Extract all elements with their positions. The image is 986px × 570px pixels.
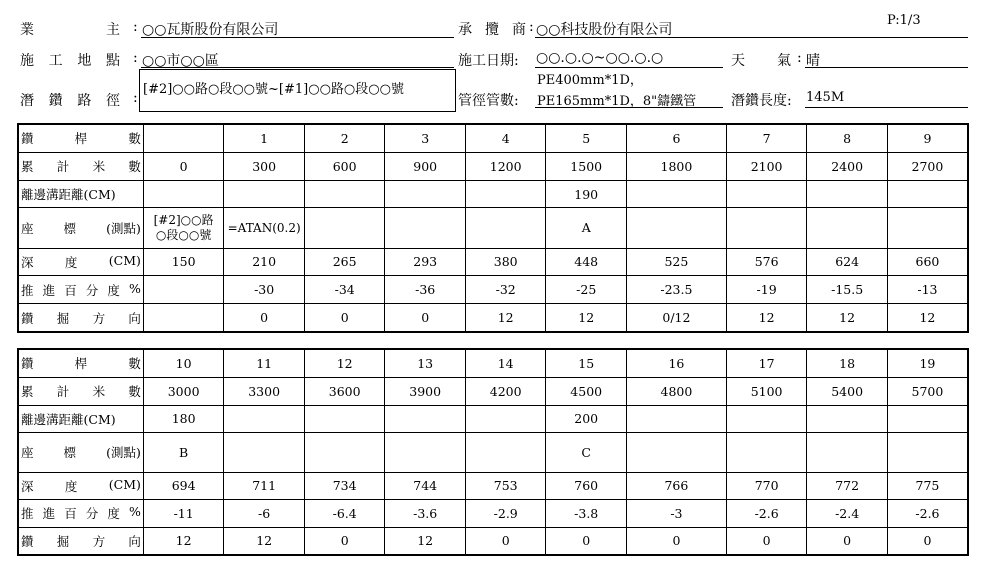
cell: 1800 — [626, 152, 726, 180]
cell: 734 — [304, 472, 385, 499]
cell: 12 — [304, 349, 385, 377]
cell: A — [546, 208, 627, 248]
cell: 4 — [465, 124, 546, 152]
cell: 3900 — [385, 377, 466, 405]
cell: 3600 — [304, 377, 385, 405]
page-number: P:1/3 — [887, 13, 921, 28]
cell — [807, 405, 888, 432]
cell: 2400 — [807, 152, 888, 180]
cell — [807, 432, 888, 472]
weather-underline — [805, 67, 968, 68]
cell: -32 — [465, 275, 546, 303]
cell: -2.6 — [887, 499, 968, 527]
cell: 5 — [546, 124, 627, 152]
cell — [726, 432, 807, 472]
depth-row — [18, 472, 968, 499]
cell: 4500 — [546, 377, 627, 405]
cell: 200 — [546, 405, 627, 432]
cell — [143, 124, 224, 152]
cell: 711 — [224, 472, 305, 499]
coord-row — [18, 208, 968, 248]
cell: -30 — [224, 275, 305, 303]
rod-label: 鑽 桿 數 — [18, 124, 143, 152]
cell — [726, 405, 807, 432]
drill-table-2 — [17, 348, 969, 556]
cell: 0 — [143, 152, 224, 180]
cell: 13 — [385, 349, 466, 377]
cell: 12 — [385, 527, 466, 555]
cell: 12 — [807, 304, 888, 332]
cell: -13 — [887, 275, 968, 303]
cell: 293 — [385, 248, 466, 275]
pipe-underline — [535, 107, 723, 108]
cell: 3000 — [143, 377, 224, 405]
cell: 448 — [546, 248, 627, 275]
cell — [304, 208, 385, 248]
cell: 4800 — [626, 377, 726, 405]
contractor-colon: : — [529, 19, 534, 35]
cell — [465, 405, 546, 432]
cell: -15.5 — [807, 275, 888, 303]
cell: -6 — [224, 499, 305, 527]
cell: 744 — [385, 472, 466, 499]
cell: 0 — [546, 527, 627, 555]
cell: -3 — [626, 499, 726, 527]
cell: 4200 — [465, 377, 546, 405]
cell — [626, 432, 726, 472]
cell: 7 — [726, 124, 807, 152]
cell: 694 — [143, 472, 224, 499]
date-value: ○○.○.○~○○.○.○ — [536, 50, 664, 66]
cell — [385, 405, 466, 432]
cum-label: 累 計 米 數 — [18, 152, 143, 180]
rod-row — [18, 124, 968, 152]
coord-label: 座 標 (測點) — [18, 432, 143, 472]
cell: 10 — [143, 349, 224, 377]
cell: -25 — [546, 275, 627, 303]
cell: 16 — [626, 349, 726, 377]
cell: 0 — [304, 304, 385, 332]
cum-label: 累 計 米 數 — [18, 377, 143, 405]
contractor-underline — [535, 37, 968, 38]
depth-row — [18, 248, 968, 275]
cell: -2.6 — [726, 499, 807, 527]
cell: 0 — [224, 304, 305, 332]
cell: 12 — [465, 304, 546, 332]
cell: 12 — [887, 304, 968, 332]
cell — [304, 432, 385, 472]
pipe-line2: PE165mm*1D，8"鑄鐵管 — [537, 94, 697, 109]
cell: 0/12 — [626, 304, 726, 332]
cell — [626, 181, 726, 208]
cell: 11 — [224, 349, 305, 377]
cell: 600 — [304, 152, 385, 180]
depth-label: 深 度 (CM) — [18, 472, 143, 499]
coord-row — [18, 432, 968, 472]
edge-row — [18, 405, 968, 432]
cell — [143, 181, 224, 208]
cell: 210 — [224, 248, 305, 275]
pipe-label: 管徑管數: — [458, 93, 519, 109]
cell — [385, 181, 466, 208]
owner-underline — [141, 37, 454, 38]
cell: 770 — [726, 472, 807, 499]
cell: 15 — [546, 349, 627, 377]
length-label: 潛鑽長度: — [731, 93, 792, 109]
cell: 772 — [807, 472, 888, 499]
cell: 265 — [304, 248, 385, 275]
site-underline — [141, 67, 454, 68]
cell — [626, 208, 726, 248]
cell — [143, 304, 224, 332]
cell — [304, 405, 385, 432]
owner-value: ○○瓦斯股份有限公司 — [142, 22, 279, 38]
cell: 0 — [807, 527, 888, 555]
cell: 775 — [887, 472, 968, 499]
cell — [465, 208, 546, 248]
cell — [143, 275, 224, 303]
route-value: [#2]○○路○段○○號~[#1]○○路○段○○號 — [143, 82, 404, 97]
push-row — [18, 499, 968, 527]
cell — [807, 208, 888, 248]
cell: 300 — [224, 152, 305, 180]
edge-row — [18, 181, 968, 208]
cell: 3 — [385, 124, 466, 152]
cell: 760 — [546, 472, 627, 499]
cell: -6.4 — [304, 499, 385, 527]
edge-label: 離邊溝距離(CM) — [18, 405, 143, 432]
cell: 6 — [626, 124, 726, 152]
dir-row — [18, 527, 968, 555]
cell: 0 — [626, 527, 726, 555]
dir-row — [18, 304, 968, 332]
dir-label: 鑽 掘 方 向 — [18, 527, 143, 555]
cell — [626, 405, 726, 432]
cell — [887, 405, 968, 432]
cell: 190 — [546, 181, 627, 208]
push-label: 推 進 百 分 度 % — [18, 275, 143, 303]
cell: 1200 — [465, 152, 546, 180]
cell: 1500 — [546, 152, 627, 180]
cell — [887, 208, 968, 248]
cell: 0 — [726, 527, 807, 555]
cell: 5400 — [807, 377, 888, 405]
cell: -2.4 — [807, 499, 888, 527]
cell: 14 — [465, 349, 546, 377]
cell — [887, 181, 968, 208]
length-underline — [805, 107, 968, 108]
weather-colon: : — [797, 50, 802, 66]
site-label: 施 工 地 點 — [20, 53, 120, 69]
cell: 5700 — [887, 377, 968, 405]
cell — [807, 181, 888, 208]
cell: -19 — [726, 275, 807, 303]
weather-label: 天 氣 — [731, 53, 791, 69]
cell: 150 — [143, 248, 224, 275]
coord-label: 座 標 (測點) — [18, 208, 143, 248]
drill-table-1 — [17, 123, 969, 333]
cell: 12 — [143, 527, 224, 555]
cell: 0 — [304, 527, 385, 555]
rod-row — [18, 349, 968, 377]
cell — [304, 181, 385, 208]
cell: 0 — [385, 304, 466, 332]
cell: 5100 — [726, 377, 807, 405]
cell: -3.8 — [546, 499, 627, 527]
cum-row — [18, 152, 968, 180]
cell: 660 — [887, 248, 968, 275]
cell — [385, 208, 466, 248]
cell: 0 — [887, 527, 968, 555]
cell: 2700 — [887, 152, 968, 180]
length-value: 145M — [806, 90, 845, 105]
push-label: 推 進 百 分 度 % — [18, 499, 143, 527]
site-colon: : — [133, 50, 138, 66]
site-value: ○○市○○區 — [142, 53, 219, 69]
edge-label: 離邊溝距離(CM) — [18, 181, 143, 208]
route-label: 潛 鑽 路 徑 — [20, 93, 120, 109]
cell: 576 — [726, 248, 807, 275]
cell: 8 — [807, 124, 888, 152]
owner-label: 業 主 — [20, 22, 120, 38]
cell: 753 — [465, 472, 546, 499]
cell: =ATAN(0.2) — [224, 208, 305, 248]
cell: 12 — [546, 304, 627, 332]
push-row — [18, 275, 968, 303]
cell — [465, 181, 546, 208]
rod-label: 鑽 桿 數 — [18, 349, 143, 377]
cell — [726, 208, 807, 248]
contractor-value: ○○科技股份有限公司 — [536, 22, 673, 38]
cell — [887, 432, 968, 472]
cell: 17 — [726, 349, 807, 377]
cell: 525 — [626, 248, 726, 275]
date-underline — [535, 67, 723, 68]
dir-label: 鑽 掘 方 向 — [18, 304, 143, 332]
cell: 1 — [224, 124, 305, 152]
cell: 0 — [465, 527, 546, 555]
depth-label: 深 度 (CM) — [18, 248, 143, 275]
cell: 3300 — [224, 377, 305, 405]
cell: -11 — [143, 499, 224, 527]
cell: 12 — [224, 527, 305, 555]
cell — [224, 432, 305, 472]
weather-value: 晴 — [806, 53, 820, 69]
cell: 19 — [887, 349, 968, 377]
cell: 9 — [887, 124, 968, 152]
cell: -23.5 — [626, 275, 726, 303]
cell — [726, 181, 807, 208]
cell: 12 — [726, 304, 807, 332]
route-colon: : — [133, 90, 138, 106]
owner-colon: : — [133, 19, 138, 35]
cell: 380 — [465, 248, 546, 275]
date-label: 施工日期: — [458, 53, 519, 69]
cell: 180 — [143, 405, 224, 432]
cum-row — [18, 377, 968, 405]
cell: -36 — [385, 275, 466, 303]
cell: C — [546, 432, 627, 472]
coord-start-point: [#2]○○路 ○段○○號 — [143, 208, 224, 248]
cell: -2.9 — [465, 499, 546, 527]
cell: -34 — [304, 275, 385, 303]
cell: 900 — [385, 152, 466, 180]
cell: 2 — [304, 124, 385, 152]
cell — [385, 432, 466, 472]
cell: 2100 — [726, 152, 807, 180]
cell: B — [143, 432, 224, 472]
cell — [224, 181, 305, 208]
cell — [465, 432, 546, 472]
cell: 624 — [807, 248, 888, 275]
cell: 18 — [807, 349, 888, 377]
cell — [224, 405, 305, 432]
cell: -3.6 — [385, 499, 466, 527]
cell: 766 — [626, 472, 726, 499]
pipe-line1: PE400mm*1D， — [537, 73, 643, 88]
contractor-label: 承 攬 商 — [458, 22, 526, 38]
